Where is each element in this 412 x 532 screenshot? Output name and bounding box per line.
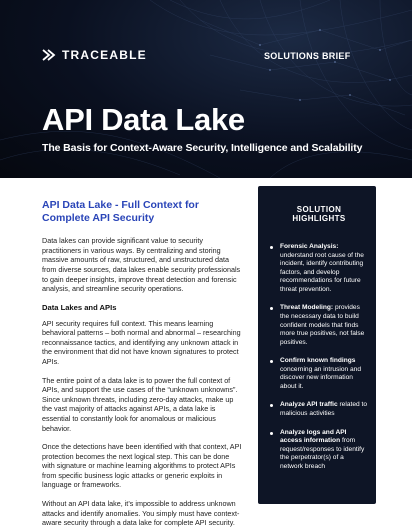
highlight-text: related to malicious activities [280, 401, 367, 417]
bullet-dot-icon [270, 404, 273, 407]
list-item [270, 429, 368, 472]
highlight-text: provides the necessary data to build confident models that finds more true positives, not false positives. [280, 304, 365, 346]
list-item [270, 243, 368, 294]
bullet-dot-icon [270, 307, 273, 310]
document-type-label: SOLUTIONS BRIEF [264, 51, 351, 61]
highlight-bold: Forensic Analysis: [280, 243, 339, 250]
highlight-bold: Threat Modeling: [280, 304, 334, 312]
paragraph-context: API security requires full context. This means learning behavioral patterns – both normal and abnormal – researching reconnaissance tactics, and identifying any unknown attack in the environment that did not have known signatures to protect APIs. [42, 318, 241, 367]
highlight-text: understand root cause of the incident, identify contributing factors, and develop recommendations for future threat prevention. [280, 251, 364, 293]
solution-highlights-panel [258, 186, 376, 504]
paragraph-protection: Once the detections have been identified with that context, API protection becomes the next logical step. This can be done with signature or machine learning algorithms to protect APIs from specific business logic attacks or generic exploits in language or frameworks. [42, 442, 242, 490]
paragraph-intro: Data lakes can provide significant value to security practitioners in various ways. By centralizing and storing massive amounts of raw, structured, and unstructured data from diverse sources, data lakes enable security professionals to gain deeper insights, improve threat detection and forensic analysis, and streamline security operations. [42, 236, 241, 294]
list-item [270, 304, 368, 347]
bullet-dot-icon [270, 360, 273, 363]
list-item [270, 401, 368, 418]
page-title: API Data Lake [42, 102, 245, 137]
page-subtitle: The Basis for Context-Aware Security, Intelligence and Scalability [42, 142, 363, 154]
paragraph-conclusion: Without an API data lake, it’s impossible to address unknown attacks and identify anomalies. You simply must have context-aware security through a data lake for complete API security. [42, 498, 240, 528]
subheading-data-lakes-apis: Data Lakes and APIs [42, 302, 117, 312]
paragraph-data-lake-purpose: The entire point of a data lake is to power the full context of APIs, and support the use cases of the “unknown unknowns”. Since unknown threats, including zero-day attacks, make up the vast majority of attacks against APIs, a data lake is essential to constantly look for anomalous or malicious behavior. [42, 375, 238, 433]
list-item [270, 357, 368, 391]
bullet-dot-icon [270, 432, 273, 435]
brand-name: TRACEABLE [62, 48, 147, 62]
highlights-title: SOLUTION HIGHLIGHTS [292, 205, 346, 223]
highlight-bold: Analyze API traffic [280, 401, 338, 409]
highlight-text: from request/responses to identify the perpetrator(s) of a network breach [280, 437, 365, 470]
highlight-text: concerning an intrusion and discover new information about it. [280, 365, 362, 390]
bullet-dot-icon [270, 246, 273, 249]
brand-logo [42, 48, 147, 62]
highlights-list [270, 243, 368, 471]
highlight-bold: Confirm known findings [280, 357, 356, 365]
traceable-chevron-logo-icon [42, 49, 56, 61]
main-content [42, 199, 242, 532]
hero-banner [0, 0, 412, 178]
section-title: API Data Lake - Full Context for Complete API Security [42, 199, 199, 225]
highlight-bold: Analyze logs and API access information [280, 428, 347, 445]
